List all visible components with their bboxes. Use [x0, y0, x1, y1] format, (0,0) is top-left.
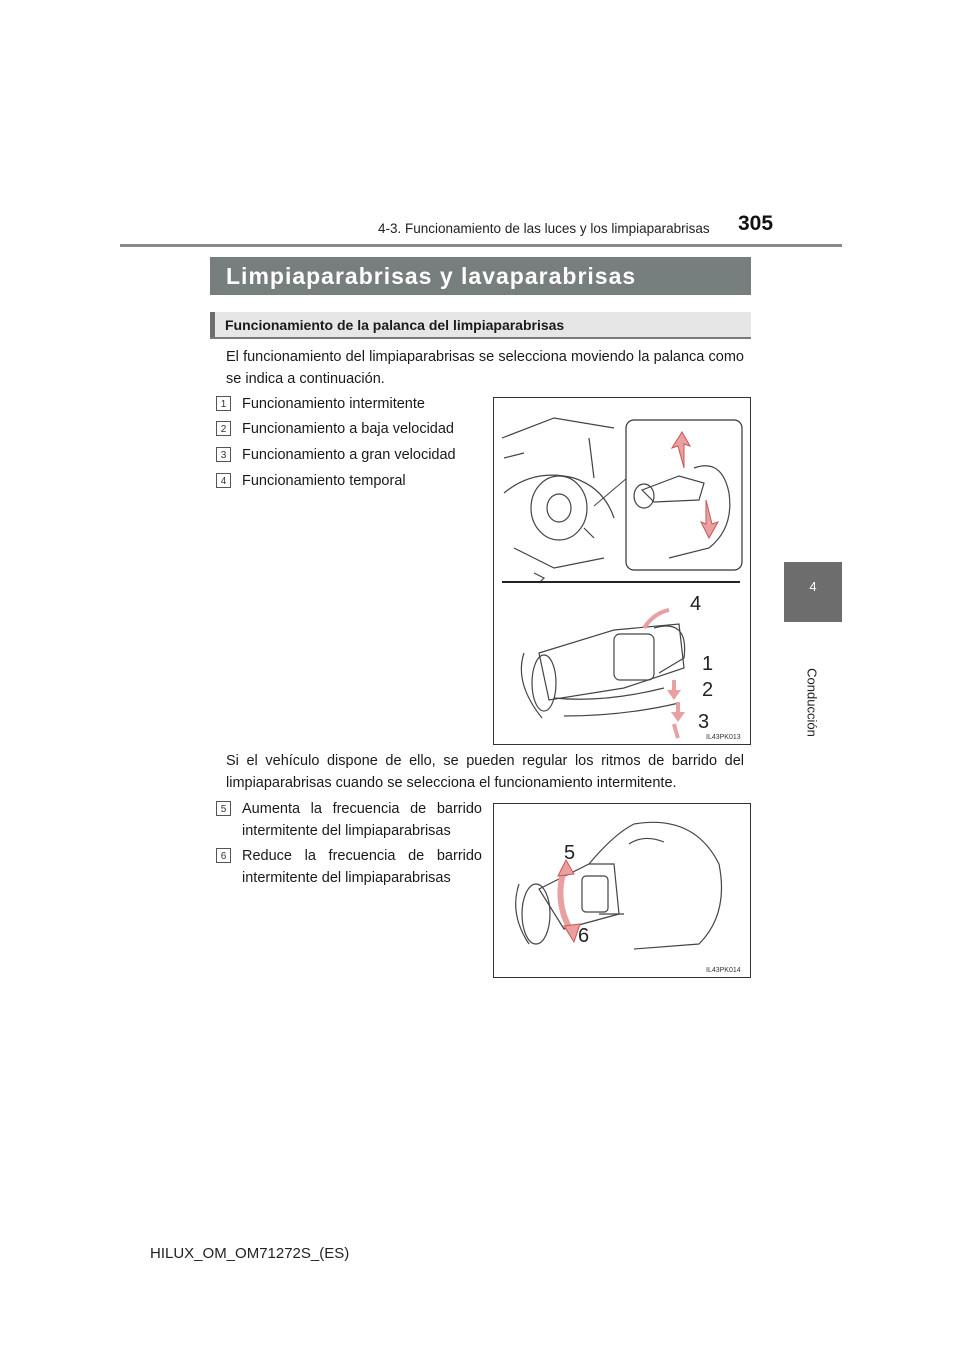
item-text: Reduce la frecuencia de barrido intermitente del limpiaparabrisas — [242, 848, 482, 886]
header-section-title: 4-3. Funcionamiento de las luces y los limpiaparabrisas — [378, 221, 710, 236]
list-item — [216, 845, 484, 891]
item-text: Aumenta la frecuencia de barrido intermitente del limpiaparabrisas — [242, 801, 482, 839]
wiper-lever-figure — [493, 397, 751, 745]
rate-paragraph: Si el vehículo dispone de ello, se pueden regular los ritmos de barrido del limpiaparabrisas cuando se selecciona el funcionamiento intermitente. — [226, 753, 744, 791]
item-number: 4 — [216, 473, 231, 488]
item-number: 5 — [216, 801, 231, 816]
document-code-footer: HILUX_OM_OM71272S_(ES) — [150, 1245, 350, 1262]
item-number: 2 — [216, 421, 231, 436]
page-number: 305 — [738, 212, 774, 235]
subsection-marker — [210, 312, 215, 337]
wiper-ring-illustration — [494, 804, 750, 977]
item-text: Funcionamiento temporal — [242, 473, 406, 489]
wiper-lever-illustration — [494, 398, 750, 744]
figure-label: 4 — [690, 593, 702, 615]
figure-code: IL43PK013 — [706, 734, 741, 741]
subsection-title: Funcionamiento de la palanca del limpiaparabrisas — [225, 317, 565, 333]
item-number: 3 — [216, 447, 231, 462]
header-rule — [120, 244, 842, 247]
item-number: 6 — [216, 848, 231, 863]
figure-label: 3 — [698, 711, 710, 733]
wiper-ring-figure — [493, 803, 751, 978]
figure-label: 5 — [564, 842, 576, 864]
item-text: Funcionamiento a baja velocidad — [242, 421, 454, 437]
item-text: Funcionamiento intermitente — [242, 396, 425, 412]
chapter-label: Conducción — [804, 668, 820, 737]
figure-label: 2 — [702, 679, 714, 701]
figure-label: 1 — [702, 653, 714, 675]
item-number: 1 — [216, 396, 231, 411]
intro-paragraph: El funcionamiento del limpiaparabrisas se selecciona moviendo la palanca como se indica a continuación. — [226, 349, 744, 387]
chapter-tab: 4 — [784, 562, 842, 622]
figure-code: IL43PK014 — [706, 967, 741, 974]
list-item — [216, 798, 484, 844]
section-title: Limpiaparabrisas y lavaparabrisas — [210, 257, 751, 295]
item-text: Funcionamiento a gran velocidad — [242, 447, 456, 463]
figure-label: 6 — [578, 925, 590, 947]
subsection-bar — [210, 312, 751, 339]
